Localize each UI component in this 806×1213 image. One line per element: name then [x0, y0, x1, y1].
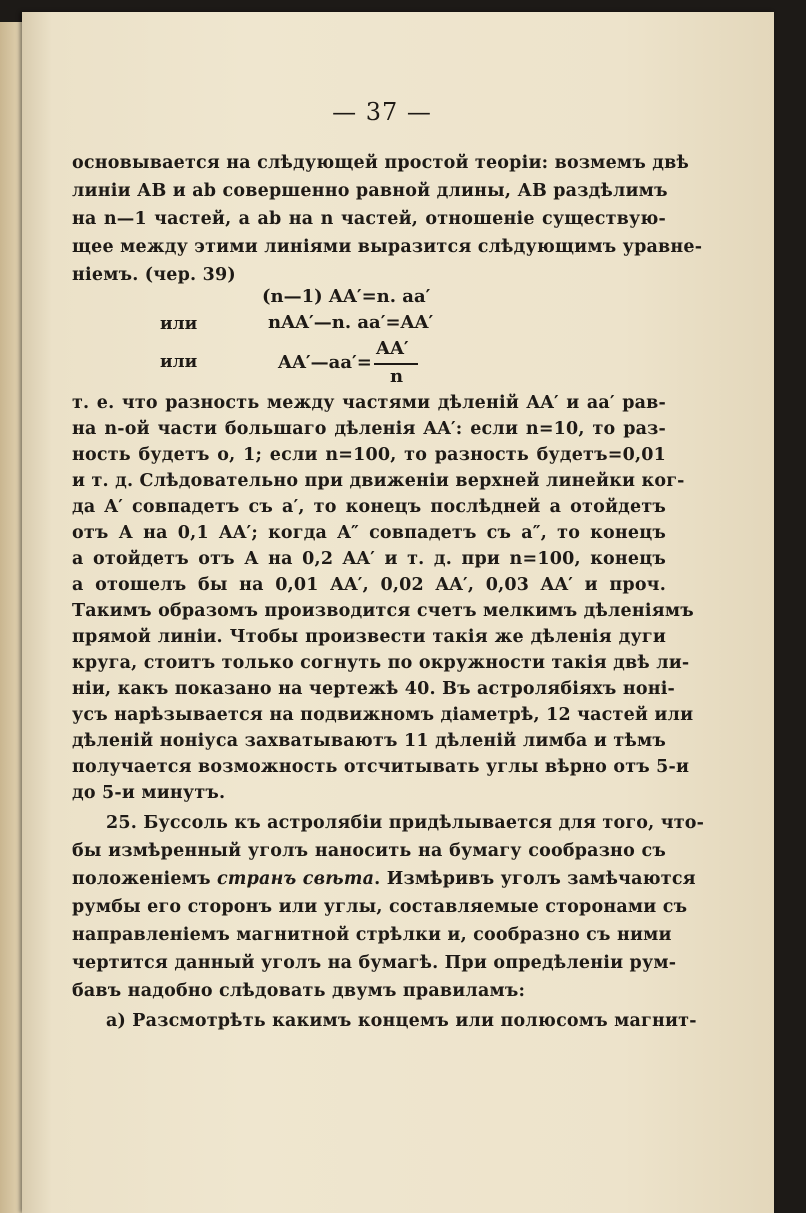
book-page	[22, 12, 774, 1213]
text-line: на n—1 частей, а аb на n частей, отношеніе существую-	[72, 209, 666, 229]
formula-3-denominator: n	[390, 366, 404, 387]
text-line: щее между этими линіями выразится слѣдующимъ уравне-	[72, 237, 703, 257]
text-line: ніемъ. (чер. 39)	[72, 265, 236, 285]
formula-label: или	[160, 352, 198, 372]
text-line: круга, стоитъ только согнуть по окружности такія двѣ ли-	[72, 653, 690, 673]
text-line: а отошелъ бы на 0,01 AA′, 0,02 AA′, 0,03 AA′ и проч.	[72, 575, 666, 595]
italic-term: странъ свѣта	[217, 869, 375, 889]
text-line: получается возможность отсчитывать углы вѣрно отъ 5-и	[72, 757, 690, 777]
text-line: ность будетъ о, 1; если n=100, то разность будетъ=0,01	[72, 445, 666, 465]
formula-3-left: AA′—aa′=	[278, 352, 372, 373]
text-line: бы измѣренный уголъ наносить на бумагу сообразно съ	[72, 841, 666, 861]
formula-1: (n—1) AA′=n. aa′	[262, 286, 431, 307]
page-number: — 37 —	[332, 98, 432, 126]
text-line: прямой линіи. Чтобы произвести такія же дѣленія дуги	[72, 627, 666, 647]
text-line: да A′ совпадетъ съ а′, то конецъ послѣдней а отойдетъ	[72, 497, 666, 517]
formula-2: nAA′—n. aa′=AA′	[268, 312, 434, 333]
text-line: усъ нарѣзывается на подвижномъ діаметрѣ, 12 частей или	[72, 705, 694, 725]
text-line: ніи, какъ показано на чертежѣ 40. Въ астролябіяхъ ноні-	[72, 679, 676, 699]
text-line: чертится данный уголъ на бумагѣ. При опредѣленіи рум-	[72, 953, 677, 973]
text-span: . Измѣривъ уголъ замѣчаются	[374, 869, 696, 889]
text-line: а отойдетъ отъ А на 0,2 AA′ и т. д. при n=100, конецъ	[72, 549, 666, 569]
paragraph-25-first-line: 25. Буссоль къ астролябіи придѣлывается для того, что-	[106, 813, 705, 833]
text-line: Такимъ образомъ производится счетъ мелкимъ дѣленіямъ	[72, 601, 694, 621]
fraction-bar	[374, 363, 418, 365]
formula-label: или	[160, 314, 198, 334]
text-line: направленіемъ магнитной стрѣлки и, сообразно съ ними	[72, 925, 672, 945]
text-line: отъ А на 0,1 AA′; когда A″ совпадетъ съ а″, то конецъ	[72, 523, 666, 543]
formula-3-numerator: AA′	[376, 338, 409, 359]
text-line: бавъ надобно слѣдовать двумъ правиламъ:	[72, 981, 526, 1001]
text-line: румбы его сторонъ или углы, составляемые сторонами съ	[72, 897, 688, 917]
text-line: основывается на слѣдующей простой теоріи: возмемъ двѣ	[72, 153, 689, 173]
text-span: положеніемъ	[72, 869, 218, 889]
text-line: а) Разсмотрѣть какимъ концемъ или полюсомъ магнит-	[106, 1011, 697, 1031]
text-line: т. е. что разность между частями дѣленій AA′ и aa′ рав-	[72, 393, 666, 413]
text-line	[72, 866, 696, 892]
text-line: и т. д. Слѣдовательно при движеніи верхней линейки ког-	[72, 471, 685, 491]
text-line: до 5-и минутъ.	[72, 783, 226, 803]
text-line: линіи АВ и аb совершенно равной длины, АВ раздѣлимъ	[72, 181, 668, 201]
text-line: дѣленій ноніуса захватываютъ 11 дѣленій лимба и тѣмъ	[72, 731, 666, 751]
text-line: на n-ой части большаго дѣленія AA′: если n=10, то раз-	[72, 419, 666, 439]
